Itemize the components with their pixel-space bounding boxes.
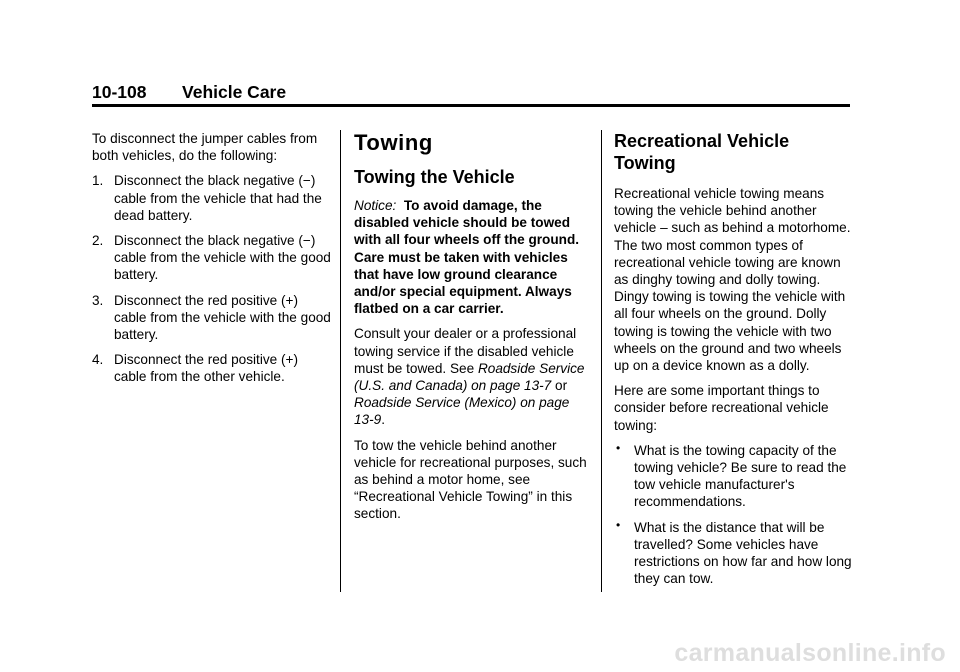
period: . [381, 412, 385, 428]
column-divider [601, 130, 602, 592]
disconnect-steps-list [92, 172, 332, 385]
considerations-list [614, 442, 854, 588]
column-divider [340, 130, 341, 592]
step-text: Disconnect the black negative (−) cable from the vehicle that had the dead battery. [114, 173, 322, 223]
consult-paragraph [354, 325, 590, 428]
page-number: 10-108 [92, 82, 147, 102]
notice-text: To avoid damage, the disabled vehicle should be towed with all four wheels off the ground. Care must be taken with vehicles that have low ground clearance and/or special equipment. Always flatbed on a car carrier. [354, 198, 580, 317]
roadside-us-reference[interactable]: Roadside Service (U.S. and Canada) on page 13-7 [354, 360, 585, 394]
considerations-paragraph: Here are some important things to consider before recreational vehicle towing: [614, 383, 829, 433]
column-jumper-cables [92, 130, 332, 394]
step-text: Disconnect the red positive (+) cable from the other vehicle. [114, 352, 298, 385]
list-item [92, 232, 332, 284]
notice-label: Notice: [354, 198, 397, 213]
column-towing [354, 130, 590, 531]
column-recreational-towing [614, 130, 854, 595]
recreational-description-paragraph: Recreational vehicle towing means towing the vehicle behind another vehicle – such as behind a motorhome. The two most common types of recreational vehicle towing are known as dinghy towing and dolly towing. Dingy towing is towing the vehicle with all four wheels on the ground. Dolly towing is towing the vehicle with two wheels on the ground and two wheels up on a device known as a dolly. [614, 186, 851, 374]
watermark: carmanualsonline.info [674, 639, 946, 667]
recreational-towing-heading: Recreational Vehicle Towing [614, 131, 790, 173]
towing-vehicle-heading: Towing the Vehicle [354, 167, 515, 187]
step-number: 2. [92, 233, 104, 249]
consult-text: Consult your dealer or a professional towing service if the disabled vehicle must be towed. See [354, 326, 577, 376]
list-item [92, 172, 332, 224]
or-text: or [555, 378, 568, 394]
bullet-text: What is the towing capacity of the towing vehicle? Be sure to read the tow vehicle manufacturer's recommendations. [634, 442, 847, 510]
section-title: Vehicle Care [182, 82, 287, 102]
list-item [614, 442, 854, 511]
step-number: 4. [92, 352, 104, 368]
page-header [92, 82, 850, 107]
towing-heading: Towing [354, 130, 433, 155]
bullet-icon: • [616, 517, 621, 532]
step-text: Disconnect the red positive (+) cable from the vehicle with the good battery. [114, 292, 331, 343]
step-number: 3. [92, 292, 104, 308]
list-item [92, 351, 332, 385]
step-text: Disconnect the black negative (−) cable from the vehicle with the good battery. [114, 233, 331, 283]
recreational-paragraph: To tow the vehicle behind another vehicle for recreational purposes, such as behind a motor home, see “Recreational Vehicle Towing” in this section. [354, 437, 587, 522]
notice-paragraph [354, 197, 590, 317]
bullet-text: What is the distance that will be travelled? Some vehicles have restrictions on how far and how long they can tow. [634, 519, 852, 587]
bullet-icon: • [616, 440, 621, 455]
roadside-mexico-reference[interactable]: Roadside Service (Mexico) on page 13-9 [354, 395, 570, 428]
list-item [614, 519, 854, 588]
intro-paragraph: To disconnect the jumper cables from both vehicles, do the following: [92, 131, 318, 164]
step-number: 1. [92, 173, 104, 189]
list-item [92, 292, 332, 344]
